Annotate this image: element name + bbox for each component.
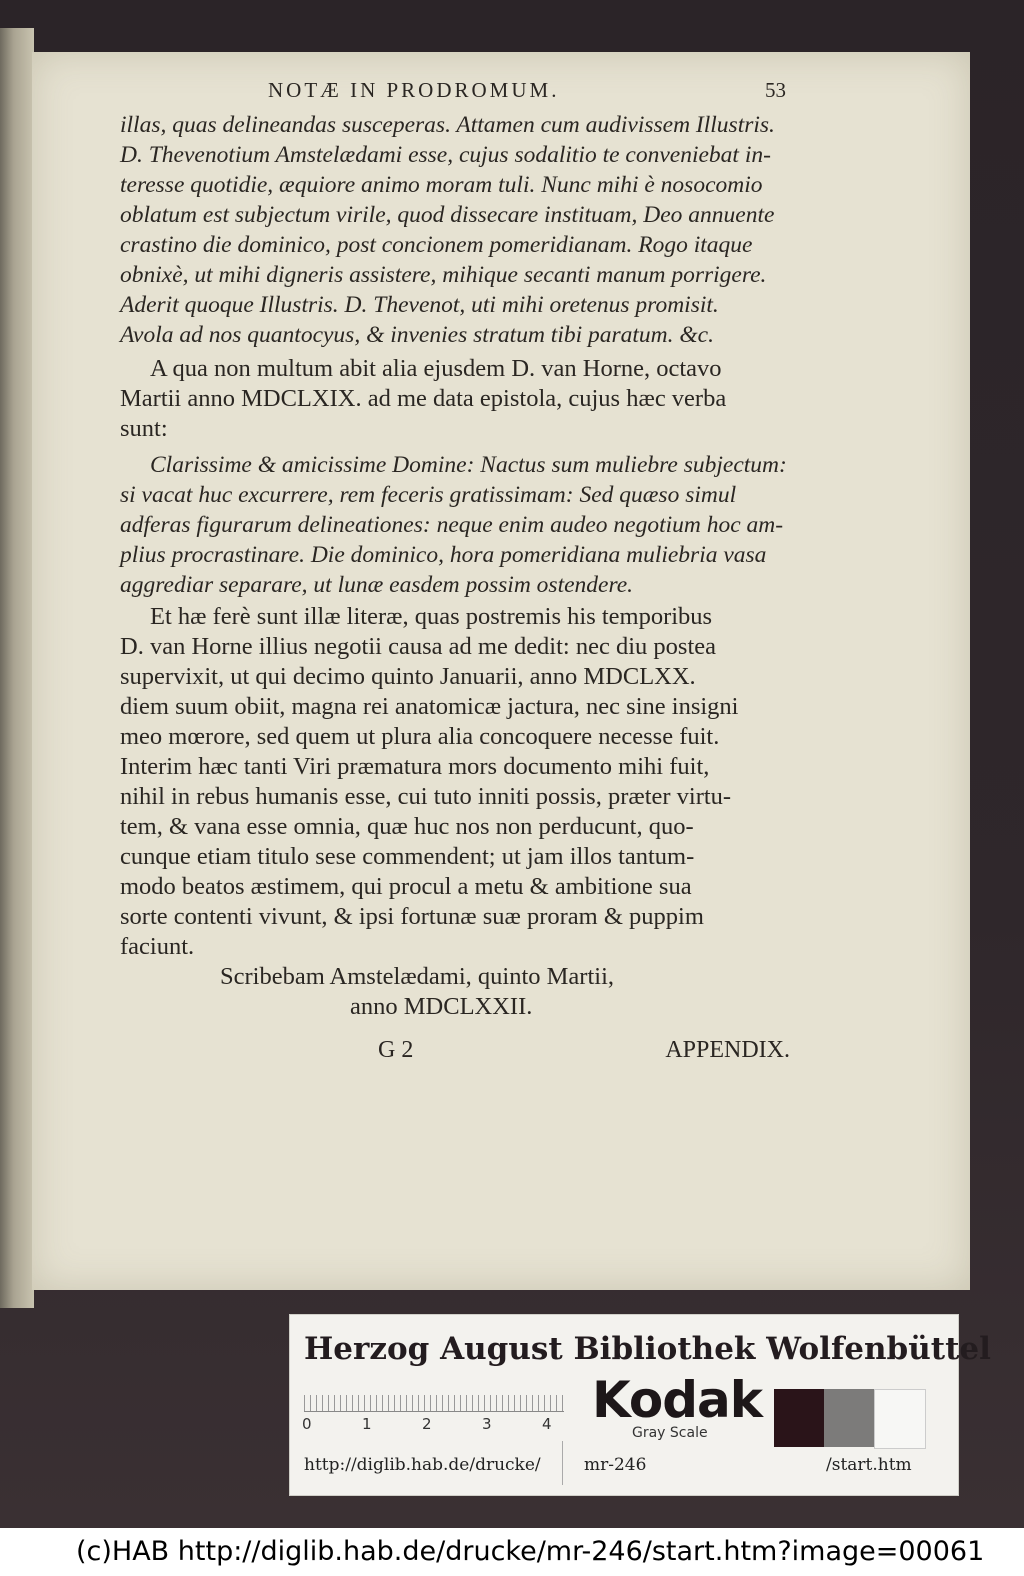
text-line: diem suum obiit, magna rei anatomicæ jactura, nec sine insigni xyxy=(120,693,739,720)
text-line: Clarissime & amicissime Domine: Nactus sum muliebre subjectum: xyxy=(150,452,787,478)
dateline: Scribebam Amstelædami, quinto Martii, xyxy=(220,963,614,990)
text-line: si vacat huc excurrere, rem feceris gratissimam: Sed quæso simul xyxy=(120,482,737,508)
ruler-number: 0 xyxy=(302,1415,312,1433)
library-scan-label xyxy=(289,1314,991,1496)
copyright-caption: (c)HAB http://diglib.hab.de/drucke/mr-246/start.htm?image=00061 xyxy=(76,1536,985,1567)
text-line: supervixit, ut qui decimo quinto Januarii, anno MDCLXX. xyxy=(120,663,696,690)
text-line: sunt: xyxy=(120,415,168,442)
dateline-year: anno MDCLXXII. xyxy=(350,993,533,1020)
signature-mark: G 2 xyxy=(378,1037,414,1063)
text-line: tem, & vana esse omnia, quæ huc nos non perducunt, quo- xyxy=(120,813,694,840)
text-line: cunque etiam titulo sese commendent; ut jam illos tantum- xyxy=(120,843,695,870)
text-line: aggrediar separare, ut lunæ easdem possim ostendere. xyxy=(120,572,634,598)
scale-ruler xyxy=(304,1377,564,1412)
text-line: Interim hæc tanti Viri præmatura mors documento mihi fuit, xyxy=(120,753,710,780)
label-divider xyxy=(562,1441,563,1485)
text-line: teresse quotidie, æquiore animo moram tuli. Nunc mihi è nosocomio xyxy=(120,172,763,198)
running-head-title: NOTÆ IN PRODROMUM. xyxy=(268,78,560,102)
catchword: APPENDIX. xyxy=(665,1037,790,1063)
text-line: nihil in rebus humanis esse, cui tuto inniti possis, præter virtu- xyxy=(120,783,732,810)
text-line: Avola ad nos quantocyus, & invenies stratum tibi paratum. &c. xyxy=(120,322,714,348)
ruler-number: 1 xyxy=(362,1415,372,1433)
page-footer-line xyxy=(120,1037,792,1069)
label-url-base: http://diglib.hab.de/drucke/ xyxy=(304,1455,541,1475)
text-line: D. van Horne illius negotii causa ad me dedit: nec diu postea xyxy=(120,633,717,660)
text-line: A qua non multum abit alia ejusdem D. van Horne, octavo xyxy=(150,355,722,382)
text-line: D. Thevenotium Amstelædami esse, cujus sodalitio te conveniebat in- xyxy=(120,142,771,168)
gray-swatch-dark xyxy=(774,1389,824,1447)
gray-swatch-light xyxy=(874,1389,926,1449)
ruler-number: 4 xyxy=(542,1415,552,1433)
text-line: Aderit quoque Illustris. D. Thevenot, uti mihi oretenus promisit. xyxy=(120,292,719,318)
text-line: oblatum est subjectum virile, quod dissecare instituam, Deo annuente xyxy=(120,202,775,228)
text-line: illas, quas delineandas susceperas. Attamen cum audivissem Illustris. xyxy=(120,112,775,138)
running-head xyxy=(120,78,792,108)
kodak-logo: Kodak xyxy=(592,1371,762,1429)
ruler-number: 3 xyxy=(482,1415,492,1433)
gray-scale-label: Gray Scale xyxy=(632,1425,708,1441)
text-line: modo beatos æstimem, qui procul a metu & ambitione sua xyxy=(120,873,692,900)
adjacent-page-edge xyxy=(0,28,34,1308)
ruler-number: 2 xyxy=(422,1415,432,1433)
label-shelfmark: mr-246 xyxy=(584,1455,647,1475)
copyright-footer xyxy=(0,1528,1024,1576)
text-line: meo mœrore, sed quem ut plura alia concoquere necesse fuit. xyxy=(120,723,720,750)
label-url-end: /start.htm xyxy=(826,1455,912,1475)
text-line: faciunt. xyxy=(120,933,195,960)
page-number: 53 xyxy=(765,78,786,102)
text-line: sorte contenti vivunt, & ipsi fortunæ suæ proram & puppim xyxy=(120,903,704,930)
text-line: crastino die dominico, post concionem pomeridianam. Rogo itaque xyxy=(120,232,753,258)
text-line: plius procrastinare. Die dominico, hora pomeridiana muliebria vasa xyxy=(120,542,767,568)
library-name: Herzog August Bibliothek Wolfenbüttel xyxy=(304,1331,991,1367)
gray-swatch-mid xyxy=(824,1389,874,1447)
text-line: adferas figurarum delineationes: neque enim audeo negotium hoc am- xyxy=(120,512,784,538)
text-line: Et hæ ferè sunt illæ literæ, quas postremis his temporibus xyxy=(150,603,713,630)
text-line: Martii anno MDCLXIX. ad me data epistola, cujus hæc verba xyxy=(120,385,727,412)
text-line: obnixè, ut mihi digneris assistere, mihique secanti manum porrigere. xyxy=(120,262,767,288)
